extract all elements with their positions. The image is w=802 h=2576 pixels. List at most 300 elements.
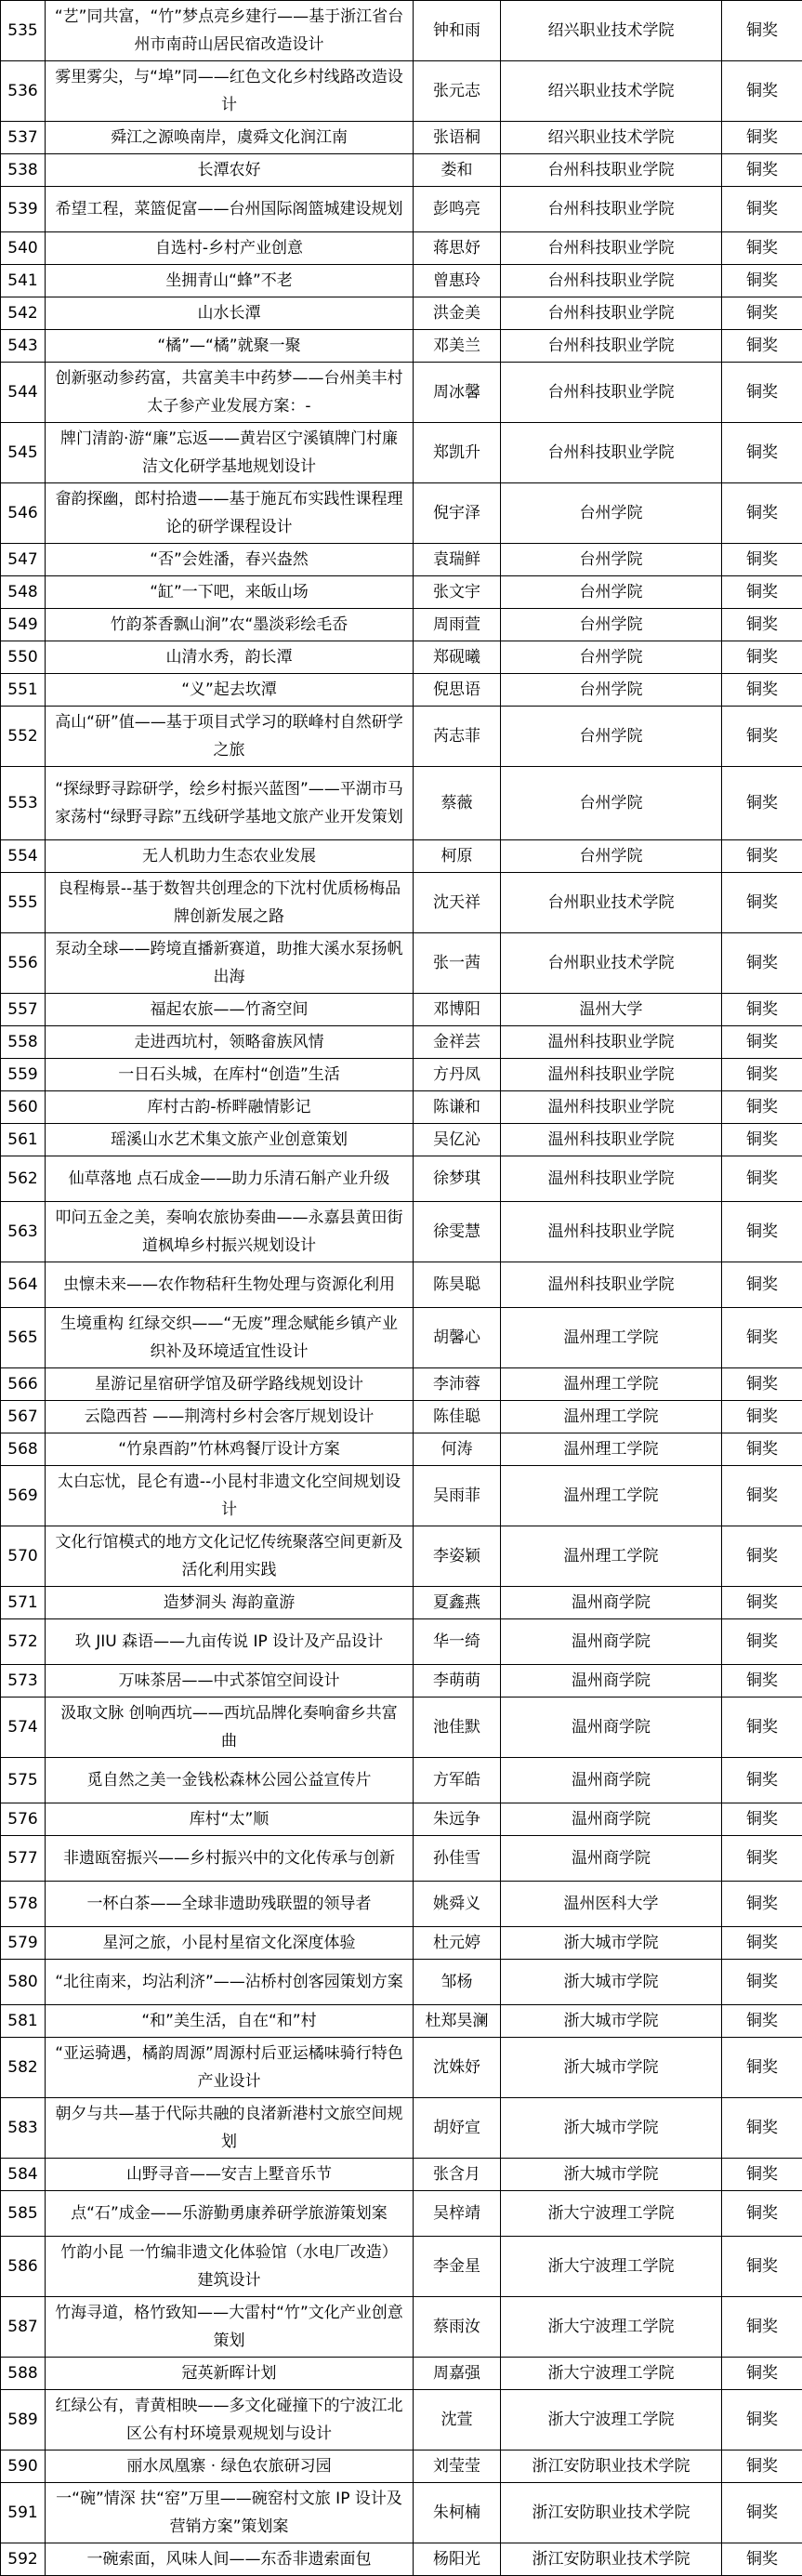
award-level: 铜奖 bbox=[722, 187, 802, 232]
school-name: 绍兴职业技术学院 bbox=[501, 61, 722, 122]
table-row bbox=[1, 2358, 802, 2390]
row-number: 536 bbox=[1, 61, 46, 122]
award-level: 铜奖 bbox=[722, 1368, 802, 1401]
school-name: 温州科技职业学院 bbox=[501, 1156, 722, 1202]
school-name: 温州理工学院 bbox=[501, 1368, 722, 1401]
leader-name: 钟和雨 bbox=[414, 1, 501, 61]
row-number: 572 bbox=[1, 1619, 46, 1665]
project-name: 丽水凤凰寨 · 绿色农旅研习园 bbox=[46, 2451, 414, 2483]
row-number: 554 bbox=[1, 840, 46, 873]
leader-name: 张元志 bbox=[414, 61, 501, 122]
project-name: “义”起去坎潭 bbox=[46, 674, 414, 707]
table-row bbox=[1, 1401, 802, 1433]
award-level: 铜奖 bbox=[722, 1526, 802, 1587]
award-level: 铜奖 bbox=[722, 330, 802, 363]
leader-name: 周冰馨 bbox=[414, 363, 501, 423]
leader-name: 彭鸣亮 bbox=[414, 187, 501, 232]
project-name: 云隐西苔 ——荆湾村乡村会客厅规划设计 bbox=[46, 1401, 414, 1433]
school-name: 温州科技职业学院 bbox=[501, 1262, 722, 1308]
leader-name: 沈姝妤 bbox=[414, 2038, 501, 2098]
award-level: 铜奖 bbox=[722, 2358, 802, 2390]
school-name: 温州大学 bbox=[501, 994, 722, 1026]
row-number: 581 bbox=[1, 2005, 46, 2038]
row-number: 556 bbox=[1, 933, 46, 994]
project-name: 红绿公有，青黄相映——多文化碰撞下的宁波江北区公有村环境景观规划与设计 bbox=[46, 2390, 414, 2451]
award-level: 铜奖 bbox=[722, 1, 802, 61]
school-name: 台州科技职业学院 bbox=[501, 154, 722, 187]
school-name: 台州科技职业学院 bbox=[501, 330, 722, 363]
project-name: 太白忘忧，昆仑有遗--小昆村非遗文化空间规划设计 bbox=[46, 1466, 414, 1526]
leader-name: 金祥芸 bbox=[414, 1026, 501, 1059]
leader-name: 袁瑞鲜 bbox=[414, 544, 501, 576]
row-number: 551 bbox=[1, 674, 46, 707]
leader-name: 杜元婷 bbox=[414, 1927, 501, 1960]
table-row bbox=[1, 1836, 802, 1882]
leader-name: 倪思语 bbox=[414, 674, 501, 707]
row-number: 582 bbox=[1, 2038, 46, 2098]
row-number: 535 bbox=[1, 1, 46, 61]
table-row bbox=[1, 2297, 802, 2358]
project-name: 自选村-乡村产业创意 bbox=[46, 232, 414, 265]
leader-name: 郑砚曦 bbox=[414, 641, 501, 674]
row-number: 571 bbox=[1, 1587, 46, 1619]
leader-name: 张含月 bbox=[414, 2159, 501, 2191]
leader-name: 吴亿沁 bbox=[414, 1124, 501, 1156]
table-row bbox=[1, 297, 802, 330]
leader-name: 娄和 bbox=[414, 154, 501, 187]
award-level: 铜奖 bbox=[722, 483, 802, 544]
project-name: 虫懔未来——农作物秸秆生物处理与资源化利用 bbox=[46, 1262, 414, 1308]
school-name: 台州科技职业学院 bbox=[501, 363, 722, 423]
leader-name: 倪宇泽 bbox=[414, 483, 501, 544]
award-level: 铜奖 bbox=[722, 265, 802, 297]
table-row bbox=[1, 1091, 802, 1124]
project-name: 汲取文脉 创响西坑——西坑品牌化奏响畲乡共富曲 bbox=[46, 1698, 414, 1758]
table-row bbox=[1, 1308, 802, 1368]
school-name: 浙江安防职业技术学院 bbox=[501, 2483, 722, 2543]
leader-name: 陈昊聪 bbox=[414, 1262, 501, 1308]
project-name: “艺”同共富，“竹”梦点亮乡建行——基于浙江省台州市南莳山居民宿改造设计 bbox=[46, 1, 414, 61]
project-name: 长潭农好 bbox=[46, 154, 414, 187]
row-number: 585 bbox=[1, 2191, 46, 2237]
leader-name: 陈谦和 bbox=[414, 1091, 501, 1124]
table-row bbox=[1, 576, 802, 609]
award-level: 铜奖 bbox=[722, 2390, 802, 2451]
table-row bbox=[1, 1368, 802, 1401]
leader-name: 邓博阳 bbox=[414, 994, 501, 1026]
row-number: 559 bbox=[1, 1059, 46, 1091]
school-name: 台州学院 bbox=[501, 641, 722, 674]
award-level: 铜奖 bbox=[722, 707, 802, 767]
award-level: 铜奖 bbox=[722, 873, 802, 933]
award-level: 铜奖 bbox=[722, 609, 802, 641]
project-name: 朝夕与共—基于代际共融的良渚新港村文旅空间规划 bbox=[46, 2098, 414, 2159]
leader-name: 郑凯升 bbox=[414, 423, 501, 483]
project-name: 一杯白茶——全球非遗助残联盟的领导者 bbox=[46, 1882, 414, 1927]
award-level: 铜奖 bbox=[722, 2005, 802, 2038]
school-name: 绍兴职业技术学院 bbox=[501, 1, 722, 61]
row-number: 555 bbox=[1, 873, 46, 933]
row-number: 568 bbox=[1, 1433, 46, 1466]
leader-name: 杜郑昊澜 bbox=[414, 2005, 501, 2038]
project-name: 点“石”成金——乐游勤勇康养研学旅游策划案 bbox=[46, 2191, 414, 2237]
school-name: 浙大城市学院 bbox=[501, 1927, 722, 1960]
award-level: 铜奖 bbox=[722, 1059, 802, 1091]
row-number: 539 bbox=[1, 187, 46, 232]
table-row bbox=[1, 840, 802, 873]
project-name: 文化行馆模式的地方文化记忆传统聚落空间更新及活化利用实践 bbox=[46, 1526, 414, 1587]
table-row bbox=[1, 2237, 802, 2297]
row-number: 574 bbox=[1, 1698, 46, 1758]
project-name: 非遗瓯窑振兴——乡村振兴中的文化传承与创新 bbox=[46, 1836, 414, 1882]
leader-name: 夏鑫燕 bbox=[414, 1587, 501, 1619]
school-name: 台州学院 bbox=[501, 544, 722, 576]
leader-name: 蔡雨汝 bbox=[414, 2297, 501, 2358]
row-number: 541 bbox=[1, 265, 46, 297]
award-level: 铜奖 bbox=[722, 576, 802, 609]
table-row bbox=[1, 873, 802, 933]
school-name: 浙大宁波理工学院 bbox=[501, 2297, 722, 2358]
school-name: 温州商学院 bbox=[501, 1698, 722, 1758]
leader-name: 吴雨菲 bbox=[414, 1466, 501, 1526]
table-row bbox=[1, 1882, 802, 1927]
table-row bbox=[1, 1202, 802, 1262]
leader-name: 芮志菲 bbox=[414, 707, 501, 767]
row-number: 589 bbox=[1, 2390, 46, 2451]
row-number: 570 bbox=[1, 1526, 46, 1587]
row-number: 558 bbox=[1, 1026, 46, 1059]
award-level: 铜奖 bbox=[722, 1466, 802, 1526]
table-row bbox=[1, 1466, 802, 1526]
school-name: 浙大宁波理工学院 bbox=[501, 2390, 722, 2451]
award-level: 铜奖 bbox=[722, 994, 802, 1026]
row-number: 544 bbox=[1, 363, 46, 423]
project-name: 牌门清韵·游“廉”忘返——黄岩区宁溪镇牌门村廉洁文化研学基地规划设计 bbox=[46, 423, 414, 483]
row-number: 586 bbox=[1, 2237, 46, 2297]
leader-name: 朱柯楠 bbox=[414, 2483, 501, 2543]
leader-name: 沈萱 bbox=[414, 2390, 501, 2451]
row-number: 557 bbox=[1, 994, 46, 1026]
table-row bbox=[1, 1262, 802, 1308]
table-row bbox=[1, 1927, 802, 1960]
project-name: 觅自然之美一金钱松森林公园公益宣传片 bbox=[46, 1758, 414, 1803]
award-level: 铜奖 bbox=[722, 767, 802, 840]
school-name: 台州学院 bbox=[501, 707, 722, 767]
award-level: 铜奖 bbox=[722, 2237, 802, 2297]
school-name: 浙大城市学院 bbox=[501, 2005, 722, 2038]
leader-name: 杨阳光 bbox=[414, 2543, 501, 2576]
school-name: 温州科技职业学院 bbox=[501, 1202, 722, 1262]
project-name: 玖 JIU 森语——九亩传说 IP 设计及产品设计 bbox=[46, 1619, 414, 1665]
award-level: 铜奖 bbox=[722, 2191, 802, 2237]
award-level: 铜奖 bbox=[722, 423, 802, 483]
award-level: 铜奖 bbox=[722, 2159, 802, 2191]
table-row bbox=[1, 1698, 802, 1758]
leader-name: 姚舜义 bbox=[414, 1882, 501, 1927]
award-level: 铜奖 bbox=[722, 1803, 802, 1836]
award-level: 铜奖 bbox=[722, 1882, 802, 1927]
table-row bbox=[1, 1124, 802, 1156]
leader-name: 蔡薇 bbox=[414, 767, 501, 840]
row-number: 577 bbox=[1, 1836, 46, 1882]
row-number: 550 bbox=[1, 641, 46, 674]
leader-name: 方军皓 bbox=[414, 1758, 501, 1803]
award-level: 铜奖 bbox=[722, 840, 802, 873]
project-name: “和”美生活，自在“和”村 bbox=[46, 2005, 414, 2038]
row-number: 553 bbox=[1, 767, 46, 840]
table-row bbox=[1, 1758, 802, 1803]
table-row bbox=[1, 154, 802, 187]
award-level: 铜奖 bbox=[722, 1698, 802, 1758]
row-number: 584 bbox=[1, 2159, 46, 2191]
project-name: “否”会姓潘，春兴盎然 bbox=[46, 544, 414, 576]
school-name: 浙大宁波理工学院 bbox=[501, 2237, 722, 2297]
table-row bbox=[1, 1156, 802, 1202]
award-level: 铜奖 bbox=[722, 297, 802, 330]
project-name: “探绿野寻踪研学，绘乡村振兴蓝图”——平湖市马家荡村“绿野寻踪”五线研学基地文旅产业开发策划 bbox=[46, 767, 414, 840]
school-name: 台州职业技术学院 bbox=[501, 873, 722, 933]
school-name: 浙大城市学院 bbox=[501, 2098, 722, 2159]
award-level: 铜奖 bbox=[722, 122, 802, 154]
project-name: 山野寻音——安吉上墅音乐节 bbox=[46, 2159, 414, 2191]
row-number: 578 bbox=[1, 1882, 46, 1927]
school-name: 浙大城市学院 bbox=[501, 1960, 722, 2005]
project-name: 走进西坑村，领略畲族风情 bbox=[46, 1026, 414, 1059]
project-name: 希望工程，菜篮促富——台州国际阁篮城建设规划 bbox=[46, 187, 414, 232]
row-number: 552 bbox=[1, 707, 46, 767]
project-name: 雾里雾尖，与“埠”同——红色文化乡村线路改造设计 bbox=[46, 61, 414, 122]
school-name: 台州科技职业学院 bbox=[501, 423, 722, 483]
table-row bbox=[1, 423, 802, 483]
school-name: 温州科技职业学院 bbox=[501, 1124, 722, 1156]
table-row bbox=[1, 674, 802, 707]
award-level: 铜奖 bbox=[722, 1124, 802, 1156]
award-level: 铜奖 bbox=[722, 1433, 802, 1466]
row-number: 540 bbox=[1, 232, 46, 265]
school-name: 温州商学院 bbox=[501, 1619, 722, 1665]
leader-name: 洪金美 bbox=[414, 297, 501, 330]
table-row bbox=[1, 61, 802, 122]
project-name: 泵动全球——跨境直播新赛道，助推大溪水泵扬帆出海 bbox=[46, 933, 414, 994]
award-level: 铜奖 bbox=[722, 641, 802, 674]
award-level: 铜奖 bbox=[722, 61, 802, 122]
row-number: 569 bbox=[1, 1466, 46, 1526]
table-row bbox=[1, 265, 802, 297]
project-name: “竹泉酉韵”竹林鸡餐厅设计方案 bbox=[46, 1433, 414, 1466]
award-level: 铜奖 bbox=[722, 1587, 802, 1619]
project-name: 良程梅景--基于数智共创理念的下沈村优质杨梅品牌创新发展之路 bbox=[46, 873, 414, 933]
school-name: 温州理工学院 bbox=[501, 1466, 722, 1526]
school-name: 台州科技职业学院 bbox=[501, 187, 722, 232]
row-number: 573 bbox=[1, 1665, 46, 1698]
award-level: 铜奖 bbox=[722, 933, 802, 994]
school-name: 温州商学院 bbox=[501, 1836, 722, 1882]
table-row bbox=[1, 2191, 802, 2237]
project-name: 无人机助力生态农业发展 bbox=[46, 840, 414, 873]
row-number: 588 bbox=[1, 2358, 46, 2390]
school-name: 温州理工学院 bbox=[501, 1526, 722, 1587]
project-name: 竹韵茶香飘山涧”农“墨淡彩绘毛岙 bbox=[46, 609, 414, 641]
project-name: 创新驱动参药富，共富美丰中药梦——台州美丰村太子参产业发展方案：- bbox=[46, 363, 414, 423]
project-name: 竹韵小昆 一竹编非遗文化体验馆（水电厂改造）建筑设计 bbox=[46, 2237, 414, 2297]
table-row bbox=[1, 2451, 802, 2483]
award-level: 铜奖 bbox=[722, 544, 802, 576]
project-name: 库村古韵-桥畔融情影记 bbox=[46, 1091, 414, 1124]
project-name: 仙草落地 点石成金——助力乐清石斛产业升级 bbox=[46, 1156, 414, 1202]
school-name: 温州商学院 bbox=[501, 1587, 722, 1619]
leader-name: 何涛 bbox=[414, 1433, 501, 1466]
award-level: 铜奖 bbox=[722, 1026, 802, 1059]
school-name: 浙大城市学院 bbox=[501, 2038, 722, 2098]
school-name: 台州学院 bbox=[501, 483, 722, 544]
table-row bbox=[1, 1, 802, 61]
project-name: 冠英新晖计划 bbox=[46, 2358, 414, 2390]
award-level: 铜奖 bbox=[722, 2038, 802, 2098]
award-table-body bbox=[1, 1, 802, 2576]
project-name: “缸”一下吧，来皈山场 bbox=[46, 576, 414, 609]
table-row bbox=[1, 2005, 802, 2038]
table-row bbox=[1, 1026, 802, 1059]
leader-name: 方丹凤 bbox=[414, 1059, 501, 1091]
table-row bbox=[1, 1665, 802, 1698]
award-level: 铜奖 bbox=[722, 1665, 802, 1698]
project-name: 舜江之源唤南岸，虞舜文化润江南 bbox=[46, 122, 414, 154]
school-name: 台州学院 bbox=[501, 609, 722, 641]
project-name: 星河之旅，小昆村星宿文化深度体验 bbox=[46, 1927, 414, 1960]
leader-name: 蒋思妤 bbox=[414, 232, 501, 265]
table-row bbox=[1, 1619, 802, 1665]
row-number: 580 bbox=[1, 1960, 46, 2005]
table-row bbox=[1, 122, 802, 154]
school-name: 浙江安防职业技术学院 bbox=[501, 2543, 722, 2576]
leader-name: 池佳默 bbox=[414, 1698, 501, 1758]
leader-name: 陈佳聪 bbox=[414, 1401, 501, 1433]
project-name: 一“碗”情深 扶“窑”万里——碗窑村文旅 IP 设计及营销方案”策划案 bbox=[46, 2483, 414, 2543]
leader-name: 徐梦琪 bbox=[414, 1156, 501, 1202]
project-name: 瑶溪山水艺术集文旅产业创意策划 bbox=[46, 1124, 414, 1156]
school-name: 台州学院 bbox=[501, 840, 722, 873]
project-name: 坐拥青山“蜂”不老 bbox=[46, 265, 414, 297]
school-name: 台州学院 bbox=[501, 674, 722, 707]
table-row bbox=[1, 2543, 802, 2576]
award-level: 铜奖 bbox=[722, 232, 802, 265]
project-name: 山清水秀，韵长潭 bbox=[46, 641, 414, 674]
leader-name: 周雨萱 bbox=[414, 609, 501, 641]
project-name: 一日石头城，在库村“创造”生活 bbox=[46, 1059, 414, 1091]
school-name: 台州科技职业学院 bbox=[501, 297, 722, 330]
table-row bbox=[1, 933, 802, 994]
project-name: “北往南来，均沾利济”——沾桥村创客园策划方案 bbox=[46, 1960, 414, 2005]
school-name: 温州科技职业学院 bbox=[501, 1059, 722, 1091]
award-level: 铜奖 bbox=[722, 1156, 802, 1202]
leader-name: 李沛蓉 bbox=[414, 1368, 501, 1401]
row-number: 592 bbox=[1, 2543, 46, 2576]
leader-name: 李萌萌 bbox=[414, 1665, 501, 1698]
table-row bbox=[1, 641, 802, 674]
school-name: 台州科技职业学院 bbox=[501, 265, 722, 297]
project-name: “橘”—“橘”就聚一聚 bbox=[46, 330, 414, 363]
table-row bbox=[1, 483, 802, 544]
leader-name: 张文宇 bbox=[414, 576, 501, 609]
table-row bbox=[1, 232, 802, 265]
table-row bbox=[1, 187, 802, 232]
row-number: 565 bbox=[1, 1308, 46, 1368]
project-name: 星游记星宿研学馆及研学路线规划设计 bbox=[46, 1368, 414, 1401]
leader-name: 柯原 bbox=[414, 840, 501, 873]
row-number: 537 bbox=[1, 122, 46, 154]
table-row bbox=[1, 2159, 802, 2191]
leader-name: 邹杨 bbox=[414, 1960, 501, 2005]
project-name: 库村“太”顺 bbox=[46, 1803, 414, 1836]
project-name: 万味茶居——中式茶馆空间设计 bbox=[46, 1665, 414, 1698]
table-row bbox=[1, 767, 802, 840]
row-number: 546 bbox=[1, 483, 46, 544]
project-name: 福起农旅——竹斋空间 bbox=[46, 994, 414, 1026]
leader-name: 朱远争 bbox=[414, 1803, 501, 1836]
project-name: 叩问五金之美，奏响农旅协奏曲——永嘉县黄田街道枫埠乡村振兴规划设计 bbox=[46, 1202, 414, 1262]
award-level: 铜奖 bbox=[722, 1308, 802, 1368]
row-number: 587 bbox=[1, 2297, 46, 2358]
award-level: 铜奖 bbox=[722, 1960, 802, 2005]
school-name: 温州商学院 bbox=[501, 1758, 722, 1803]
school-name: 台州职业技术学院 bbox=[501, 933, 722, 994]
leader-name: 邓美兰 bbox=[414, 330, 501, 363]
table-row bbox=[1, 1587, 802, 1619]
row-number: 566 bbox=[1, 1368, 46, 1401]
project-name: 畲韵探幽，郎村拾遗——基于施瓦布实践性课程理论的研学课程设计 bbox=[46, 483, 414, 544]
table-row bbox=[1, 1960, 802, 2005]
row-number: 563 bbox=[1, 1202, 46, 1262]
award-level: 铜奖 bbox=[722, 2451, 802, 2483]
table-row bbox=[1, 1433, 802, 1466]
row-number: 583 bbox=[1, 2098, 46, 2159]
school-name: 浙大城市学院 bbox=[501, 2159, 722, 2191]
leader-name: 李姿颖 bbox=[414, 1526, 501, 1587]
row-number: 561 bbox=[1, 1124, 46, 1156]
table-row bbox=[1, 1059, 802, 1091]
leader-name: 张一茜 bbox=[414, 933, 501, 994]
project-name: 山水长潭 bbox=[46, 297, 414, 330]
award-level: 铜奖 bbox=[722, 1836, 802, 1882]
school-name: 温州科技职业学院 bbox=[501, 1026, 722, 1059]
leader-name: 徐雯慧 bbox=[414, 1202, 501, 1262]
table-row bbox=[1, 2038, 802, 2098]
project-name: 高山“研”值——基于项目式学习的联峰村自然研学之旅 bbox=[46, 707, 414, 767]
school-name: 温州理工学院 bbox=[501, 1401, 722, 1433]
award-level: 铜奖 bbox=[722, 363, 802, 423]
school-name: 台州学院 bbox=[501, 767, 722, 840]
school-name: 台州学院 bbox=[501, 576, 722, 609]
award-level: 铜奖 bbox=[722, 2297, 802, 2358]
table-row bbox=[1, 330, 802, 363]
row-number: 576 bbox=[1, 1803, 46, 1836]
award-level: 铜奖 bbox=[722, 1262, 802, 1308]
row-number: 579 bbox=[1, 1927, 46, 1960]
row-number: 562 bbox=[1, 1156, 46, 1202]
leader-name: 吴梓靖 bbox=[414, 2191, 501, 2237]
award-level: 铜奖 bbox=[722, 1401, 802, 1433]
table-row bbox=[1, 707, 802, 767]
school-name: 温州商学院 bbox=[501, 1803, 722, 1836]
table-row bbox=[1, 1803, 802, 1836]
project-name: 生境重构 红绿交织——“无废”理念赋能乡镇产业织补及环境适宜性设计 bbox=[46, 1308, 414, 1368]
project-name: “亚运骑遇，橘韵周源”周源村后亚运橘味骑行特色产业设计 bbox=[46, 2038, 414, 2098]
leader-name: 胡妤宣 bbox=[414, 2098, 501, 2159]
row-number: 545 bbox=[1, 423, 46, 483]
table-row bbox=[1, 363, 802, 423]
row-number: 548 bbox=[1, 576, 46, 609]
row-number: 547 bbox=[1, 544, 46, 576]
